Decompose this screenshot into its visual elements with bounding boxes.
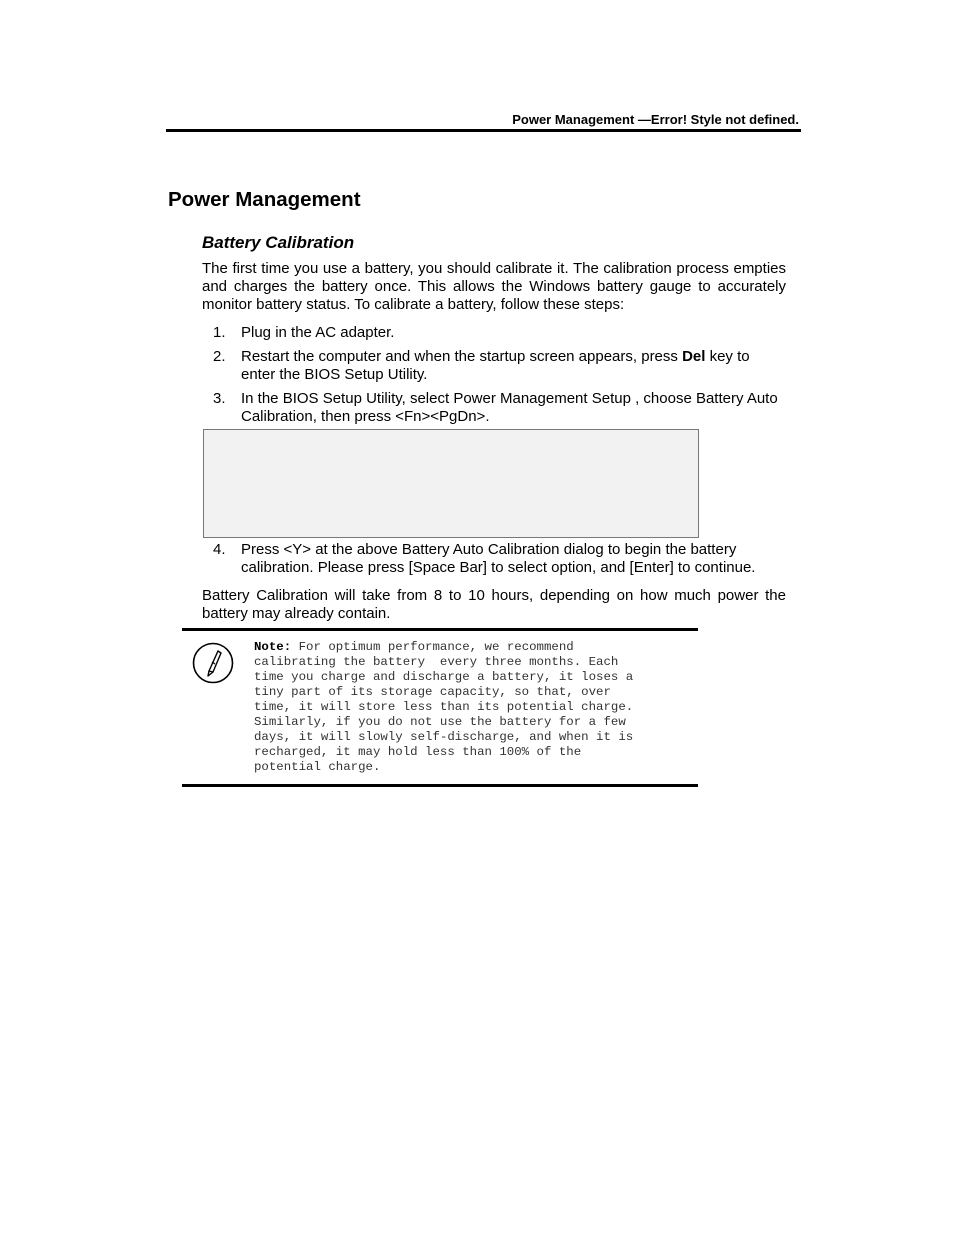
step-number: 2. [213, 348, 226, 365]
step-number: 4. [213, 541, 226, 558]
bios-screenshot-placeholder [203, 429, 699, 538]
note-line: time you charge and discharge a battery, it loses a [254, 670, 634, 684]
step-text-after: key to enter the BIOS Setup Utility. [241, 348, 750, 383]
step-text [241, 348, 786, 384]
note-line: days, it will slowly self-discharge, and when it is [254, 730, 634, 744]
step-2 [202, 348, 786, 384]
step-1 [202, 324, 786, 342]
note-line: time, it will store less than its potential charge. [254, 700, 634, 714]
step-3 [202, 390, 786, 426]
step-text: Plug in the AC adapter. [241, 324, 395, 341]
note-text [254, 640, 694, 775]
section-title: Power Management [168, 188, 361, 211]
del-key-label: Del [682, 348, 706, 365]
note-label: Note: [254, 640, 292, 654]
step-text: Press <Y> at the above Battery Auto Calibration dialog to begin the battery calibration. Please press [Space Bar] to select option, and [Enter] to continue. [241, 541, 756, 576]
note-line: Similarly, if you do not use the battery for a few [254, 715, 626, 729]
note-bottom-rule [182, 784, 698, 787]
running-header: Power Management —Error! Style not defined. [512, 112, 799, 127]
intro-paragraph: The first time you use a battery, you should calibrate it. The calibration process empties and charges the battery once. This allows the Windows battery gauge to accurately monitor battery status. To calibrate a battery, follow these steps: [202, 260, 786, 313]
step-text: In the BIOS Setup Utility, select Power Management Setup , choose Battery Auto Calibration, then press <Fn><PgDn>. [241, 390, 778, 425]
header-divider [166, 129, 801, 132]
pen-note-icon [192, 642, 234, 684]
note-line: potential charge. [254, 760, 381, 774]
note-line: tiny part of its storage capacity, so that, over [254, 685, 611, 699]
step-text-before: Restart the computer and when the startup screen appears, press [241, 348, 683, 365]
note-line: calibrating the battery every three months. Each [254, 655, 619, 669]
step-number: 1. [213, 324, 226, 341]
note-line: recharged, it may hold less than 100% of the [254, 745, 582, 759]
note-line: For optimum performance, we recommend [291, 640, 574, 654]
note-top-rule [182, 628, 698, 631]
subsection-title: Battery Calibration [202, 233, 355, 252]
step-4 [202, 541, 786, 577]
closing-paragraph: Battery Calibration will take from 8 to 10 hours, depending on how much power the battery may already contain. [202, 587, 786, 622]
step-number: 3. [213, 390, 226, 407]
